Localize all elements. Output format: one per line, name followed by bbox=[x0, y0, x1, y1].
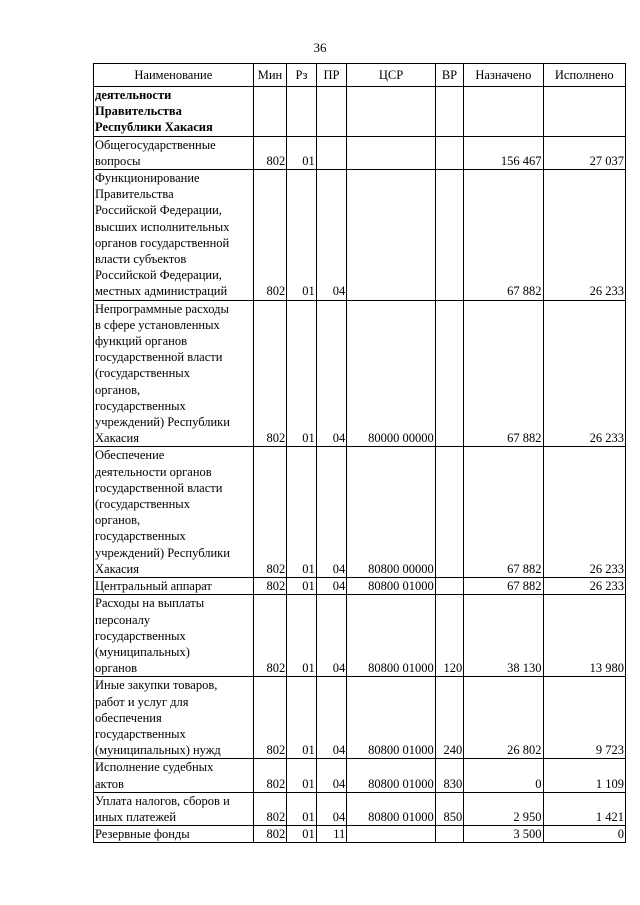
cell-executed: 1 421 bbox=[543, 792, 625, 825]
cell-vr bbox=[435, 300, 463, 447]
cell-vr: 850 bbox=[435, 792, 463, 825]
cell-executed: 26 233 bbox=[543, 447, 625, 578]
cell-vr: 240 bbox=[435, 677, 463, 759]
cell-min: 802 bbox=[253, 759, 287, 792]
cell-name: Расходы на выплаты персоналу государственных (муниципальных) органов bbox=[94, 595, 254, 677]
cell-executed: 26 233 bbox=[543, 170, 625, 301]
header-vr: ВР bbox=[435, 64, 463, 87]
cell-pr: 11 bbox=[316, 826, 347, 843]
cell-rz: 01 bbox=[287, 759, 316, 792]
table-row bbox=[94, 677, 626, 759]
table-row bbox=[94, 759, 626, 792]
table-row bbox=[94, 170, 626, 301]
cell-rz: 01 bbox=[287, 447, 316, 578]
table-row bbox=[94, 447, 626, 578]
cell-name: деятельности Правительства Республики Хакасия bbox=[94, 87, 254, 137]
cell-name: Центральный аппарат bbox=[94, 578, 254, 595]
cell-pr: 04 bbox=[316, 447, 347, 578]
cell-pr: 04 bbox=[316, 578, 347, 595]
cell-name: Иные закупки товаров, работ и услуг для обеспечения государственных (муниципальных) нужд bbox=[94, 677, 254, 759]
table-body bbox=[94, 87, 626, 843]
cell-executed: 26 233 bbox=[543, 578, 625, 595]
cell-min bbox=[253, 87, 287, 137]
cell-executed: 26 233 bbox=[543, 300, 625, 447]
cell-assigned: 67 882 bbox=[464, 447, 543, 578]
cell-vr bbox=[435, 136, 463, 169]
cell-executed: 9 723 bbox=[543, 677, 625, 759]
cell-min: 802 bbox=[253, 677, 287, 759]
cell-assigned: 67 882 bbox=[464, 300, 543, 447]
cell-csr bbox=[347, 136, 435, 169]
cell-vr bbox=[435, 170, 463, 301]
cell-vr: 830 bbox=[435, 759, 463, 792]
cell-min: 802 bbox=[253, 792, 287, 825]
cell-executed: 13 980 bbox=[543, 595, 625, 677]
cell-min: 802 bbox=[253, 578, 287, 595]
cell-assigned: 0 bbox=[464, 759, 543, 792]
table-row bbox=[94, 595, 626, 677]
cell-csr: 80800 01000 bbox=[347, 595, 435, 677]
header-min: Мин bbox=[253, 64, 287, 87]
table-row bbox=[94, 87, 626, 137]
cell-name: Исполнение судебных актов bbox=[94, 759, 254, 792]
cell-executed: 1 109 bbox=[543, 759, 625, 792]
cell-csr: 80800 00000 bbox=[347, 447, 435, 578]
cell-pr: 04 bbox=[316, 170, 347, 301]
cell-rz: 01 bbox=[287, 826, 316, 843]
header-pr: ПР bbox=[316, 64, 347, 87]
cell-executed: 27 037 bbox=[543, 136, 625, 169]
table-header-row bbox=[94, 64, 626, 87]
cell-min: 802 bbox=[253, 826, 287, 843]
budget-table bbox=[93, 63, 626, 843]
cell-pr: 04 bbox=[316, 792, 347, 825]
cell-executed: 0 bbox=[543, 826, 625, 843]
cell-pr: 04 bbox=[316, 677, 347, 759]
cell-name: Общегосударственные вопросы bbox=[94, 136, 254, 169]
cell-rz: 01 bbox=[287, 792, 316, 825]
cell-assigned: 2 950 bbox=[464, 792, 543, 825]
cell-csr: 80000 00000 bbox=[347, 300, 435, 447]
table-row bbox=[94, 300, 626, 447]
cell-vr bbox=[435, 447, 463, 578]
cell-pr: 04 bbox=[316, 595, 347, 677]
cell-vr bbox=[435, 578, 463, 595]
cell-csr: 80800 01000 bbox=[347, 759, 435, 792]
cell-assigned: 156 467 bbox=[464, 136, 543, 169]
cell-vr: 120 bbox=[435, 595, 463, 677]
cell-name: Обеспечение деятельности органов государственной власти (государственных органов, государственных учреждений) Республики Хакасия bbox=[94, 447, 254, 578]
cell-assigned: 67 882 bbox=[464, 578, 543, 595]
header-name: Наименование bbox=[94, 64, 254, 87]
table-row bbox=[94, 578, 626, 595]
table-row bbox=[94, 792, 626, 825]
header-csr: ЦСР bbox=[347, 64, 435, 87]
cell-rz: 01 bbox=[287, 595, 316, 677]
cell-rz: 01 bbox=[287, 136, 316, 169]
cell-executed bbox=[543, 87, 625, 137]
cell-pr bbox=[316, 136, 347, 169]
header-rz: Рз bbox=[287, 64, 316, 87]
cell-csr bbox=[347, 170, 435, 301]
cell-pr: 04 bbox=[316, 300, 347, 447]
header-assigned: Назначено bbox=[464, 64, 543, 87]
cell-name: Функционирование Правительства Российской Федерации, высших исполнительных органов государственной власти субъектов Российской Федерации, местных администраций bbox=[94, 170, 254, 301]
cell-rz bbox=[287, 87, 316, 137]
cell-name: Резервные фонды bbox=[94, 826, 254, 843]
cell-min: 802 bbox=[253, 136, 287, 169]
cell-csr bbox=[347, 826, 435, 843]
cell-name: Непрограммные расходы в сфере установленных функций органов государственной власти (государственных органов, государственных учреждений) Республики Хакасия bbox=[94, 300, 254, 447]
cell-min: 802 bbox=[253, 170, 287, 301]
cell-assigned: 38 130 bbox=[464, 595, 543, 677]
page-number: 36 bbox=[313, 40, 327, 55]
cell-min: 802 bbox=[253, 447, 287, 578]
cell-pr bbox=[316, 87, 347, 137]
cell-rz: 01 bbox=[287, 677, 316, 759]
cell-vr bbox=[435, 87, 463, 137]
table-row bbox=[94, 826, 626, 843]
cell-rz: 01 bbox=[287, 578, 316, 595]
cell-csr: 80800 01000 bbox=[347, 677, 435, 759]
cell-csr: 80800 01000 bbox=[347, 792, 435, 825]
header-executed: Исполнено bbox=[543, 64, 625, 87]
cell-rz: 01 bbox=[287, 170, 316, 301]
cell-assigned: 3 500 bbox=[464, 826, 543, 843]
cell-min: 802 bbox=[253, 595, 287, 677]
cell-vr bbox=[435, 826, 463, 843]
cell-assigned bbox=[464, 87, 543, 137]
cell-rz: 01 bbox=[287, 300, 316, 447]
cell-csr: 80800 01000 bbox=[347, 578, 435, 595]
table-row bbox=[94, 136, 626, 169]
cell-assigned: 67 882 bbox=[464, 170, 543, 301]
cell-pr: 04 bbox=[316, 759, 347, 792]
cell-name: Уплата налогов, сборов и иных платежей bbox=[94, 792, 254, 825]
cell-assigned: 26 802 bbox=[464, 677, 543, 759]
cell-min: 802 bbox=[253, 300, 287, 447]
cell-csr bbox=[347, 87, 435, 137]
